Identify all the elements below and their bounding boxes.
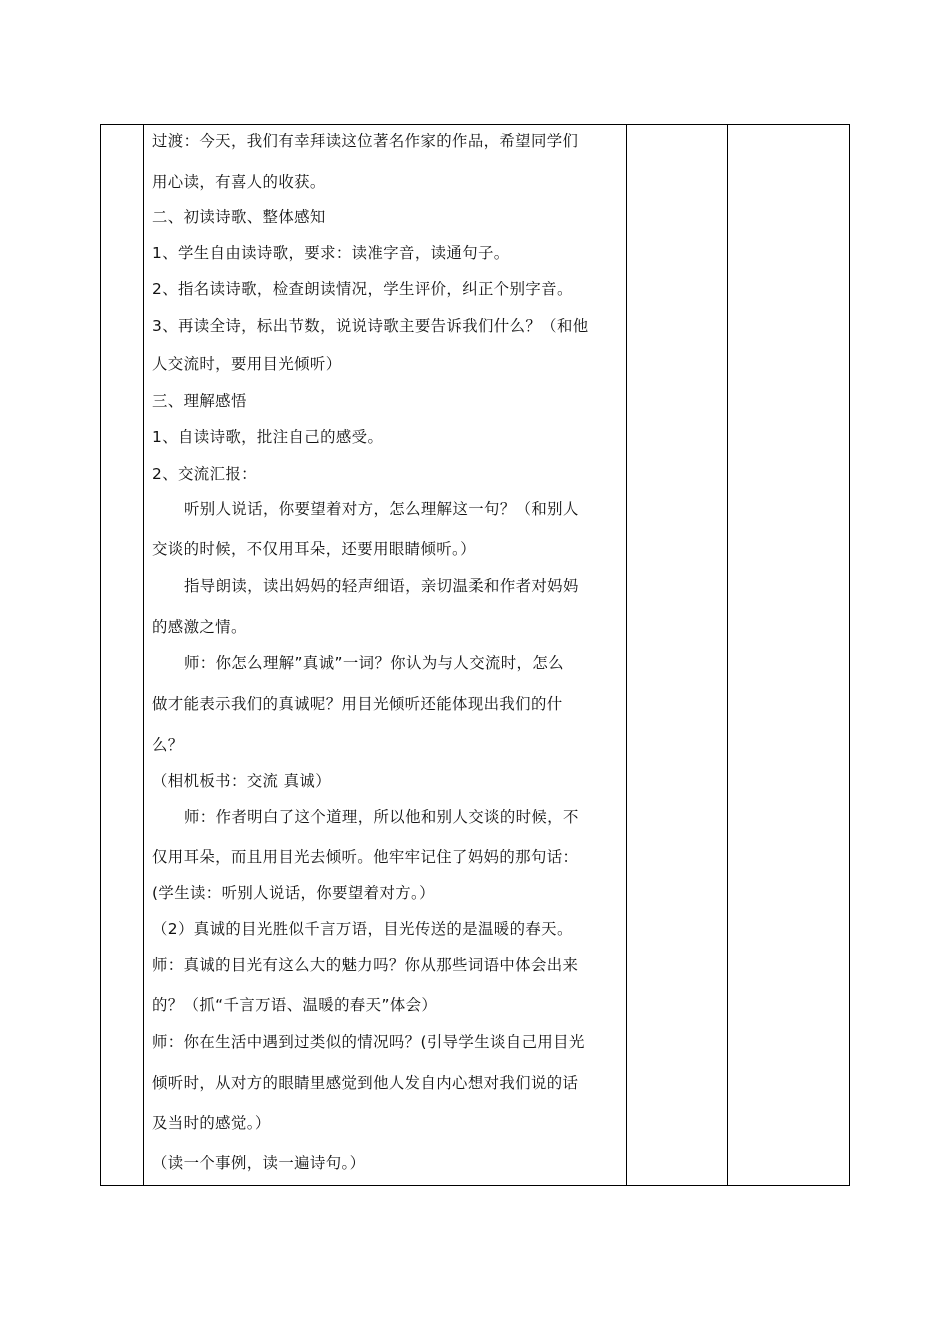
text-line: 的？（抓“千言万语、温暖的春天”体会） bbox=[152, 996, 438, 1014]
text-line: 二、初读诗歌、整体感知 bbox=[152, 208, 326, 226]
text-line: （2）真诚的目光胜似千言万语，目光传送的是温暖的春天。 bbox=[152, 920, 573, 938]
text-line: 师：真诚的目光有这么大的魅力吗？你从那些词语中体会出来 bbox=[152, 956, 579, 974]
text-line: 倾听时，从对方的眼睛里感觉到他人发自内心想对我们说的话 bbox=[152, 1074, 579, 1092]
lesson-content-cell bbox=[152, 125, 622, 1185]
text-line: 师：你怎么理解”真诚”一词？你认为与人交流时，怎么 bbox=[184, 654, 564, 672]
text-line: 2、交流汇报： bbox=[152, 465, 257, 483]
text-line: 么？ bbox=[152, 736, 184, 754]
lesson-table bbox=[100, 124, 850, 1186]
text-line: 过渡：今天，我们有幸拜读这位著名作家的作品，希望同学们 bbox=[152, 132, 579, 150]
text-line: 做才能表示我们的真诚呢？用目光倾听还能体现出我们的什 bbox=[152, 695, 563, 713]
text-line: 及当时的感觉。） bbox=[152, 1114, 271, 1132]
column-divider-3 bbox=[727, 125, 728, 1185]
text-line: 3、再读全诗，标出节数，说说诗歌主要告诉我们什么？（和他 bbox=[152, 317, 589, 335]
text-line: 2、指名读诗歌，检查朗读情况，学生评价，纠正个别字音。 bbox=[152, 280, 573, 298]
text-line: 用心读，有喜人的收获。 bbox=[152, 173, 326, 191]
text-line: 1、自读诗歌，批注自己的感受。 bbox=[152, 428, 384, 446]
text-line: （读一个事例，读一遍诗句。） bbox=[152, 1154, 366, 1172]
text-line: 听别人说话，你要望着对方，怎么理解这一句？（和别人 bbox=[184, 500, 579, 518]
text-line: 的感激之情。 bbox=[152, 618, 247, 636]
text-line: 师：你在生活中遇到过类似的情况吗？(引导学生谈自己用目光 bbox=[152, 1033, 585, 1051]
text-line: 人交流时，要用目光倾听） bbox=[152, 355, 342, 373]
text-line: (学生读：听别人说话，你要望着对方。） bbox=[152, 884, 435, 902]
text-line: 仅用耳朵，而且用目光去倾听。他牢牢记住了妈妈的那句话： bbox=[152, 848, 579, 866]
text-line: 三、理解感悟 bbox=[152, 392, 247, 410]
text-line: 1、学生自由读诗歌，要求：读准字音，读通句子。 bbox=[152, 244, 510, 262]
text-line: 交谈的时候，不仅用耳朵，还要用眼睛倾听。） bbox=[152, 540, 476, 558]
text-line: 师：作者明白了这个道理，所以他和别人交谈的时候，不 bbox=[184, 808, 579, 826]
text-line: 指导朗读，读出妈妈的轻声细语，亲切温柔和作者对妈妈 bbox=[184, 577, 579, 595]
text-line: （相机板书：交流 真诚） bbox=[152, 772, 331, 790]
column-divider-1 bbox=[143, 125, 144, 1185]
column-divider-2 bbox=[626, 125, 627, 1185]
